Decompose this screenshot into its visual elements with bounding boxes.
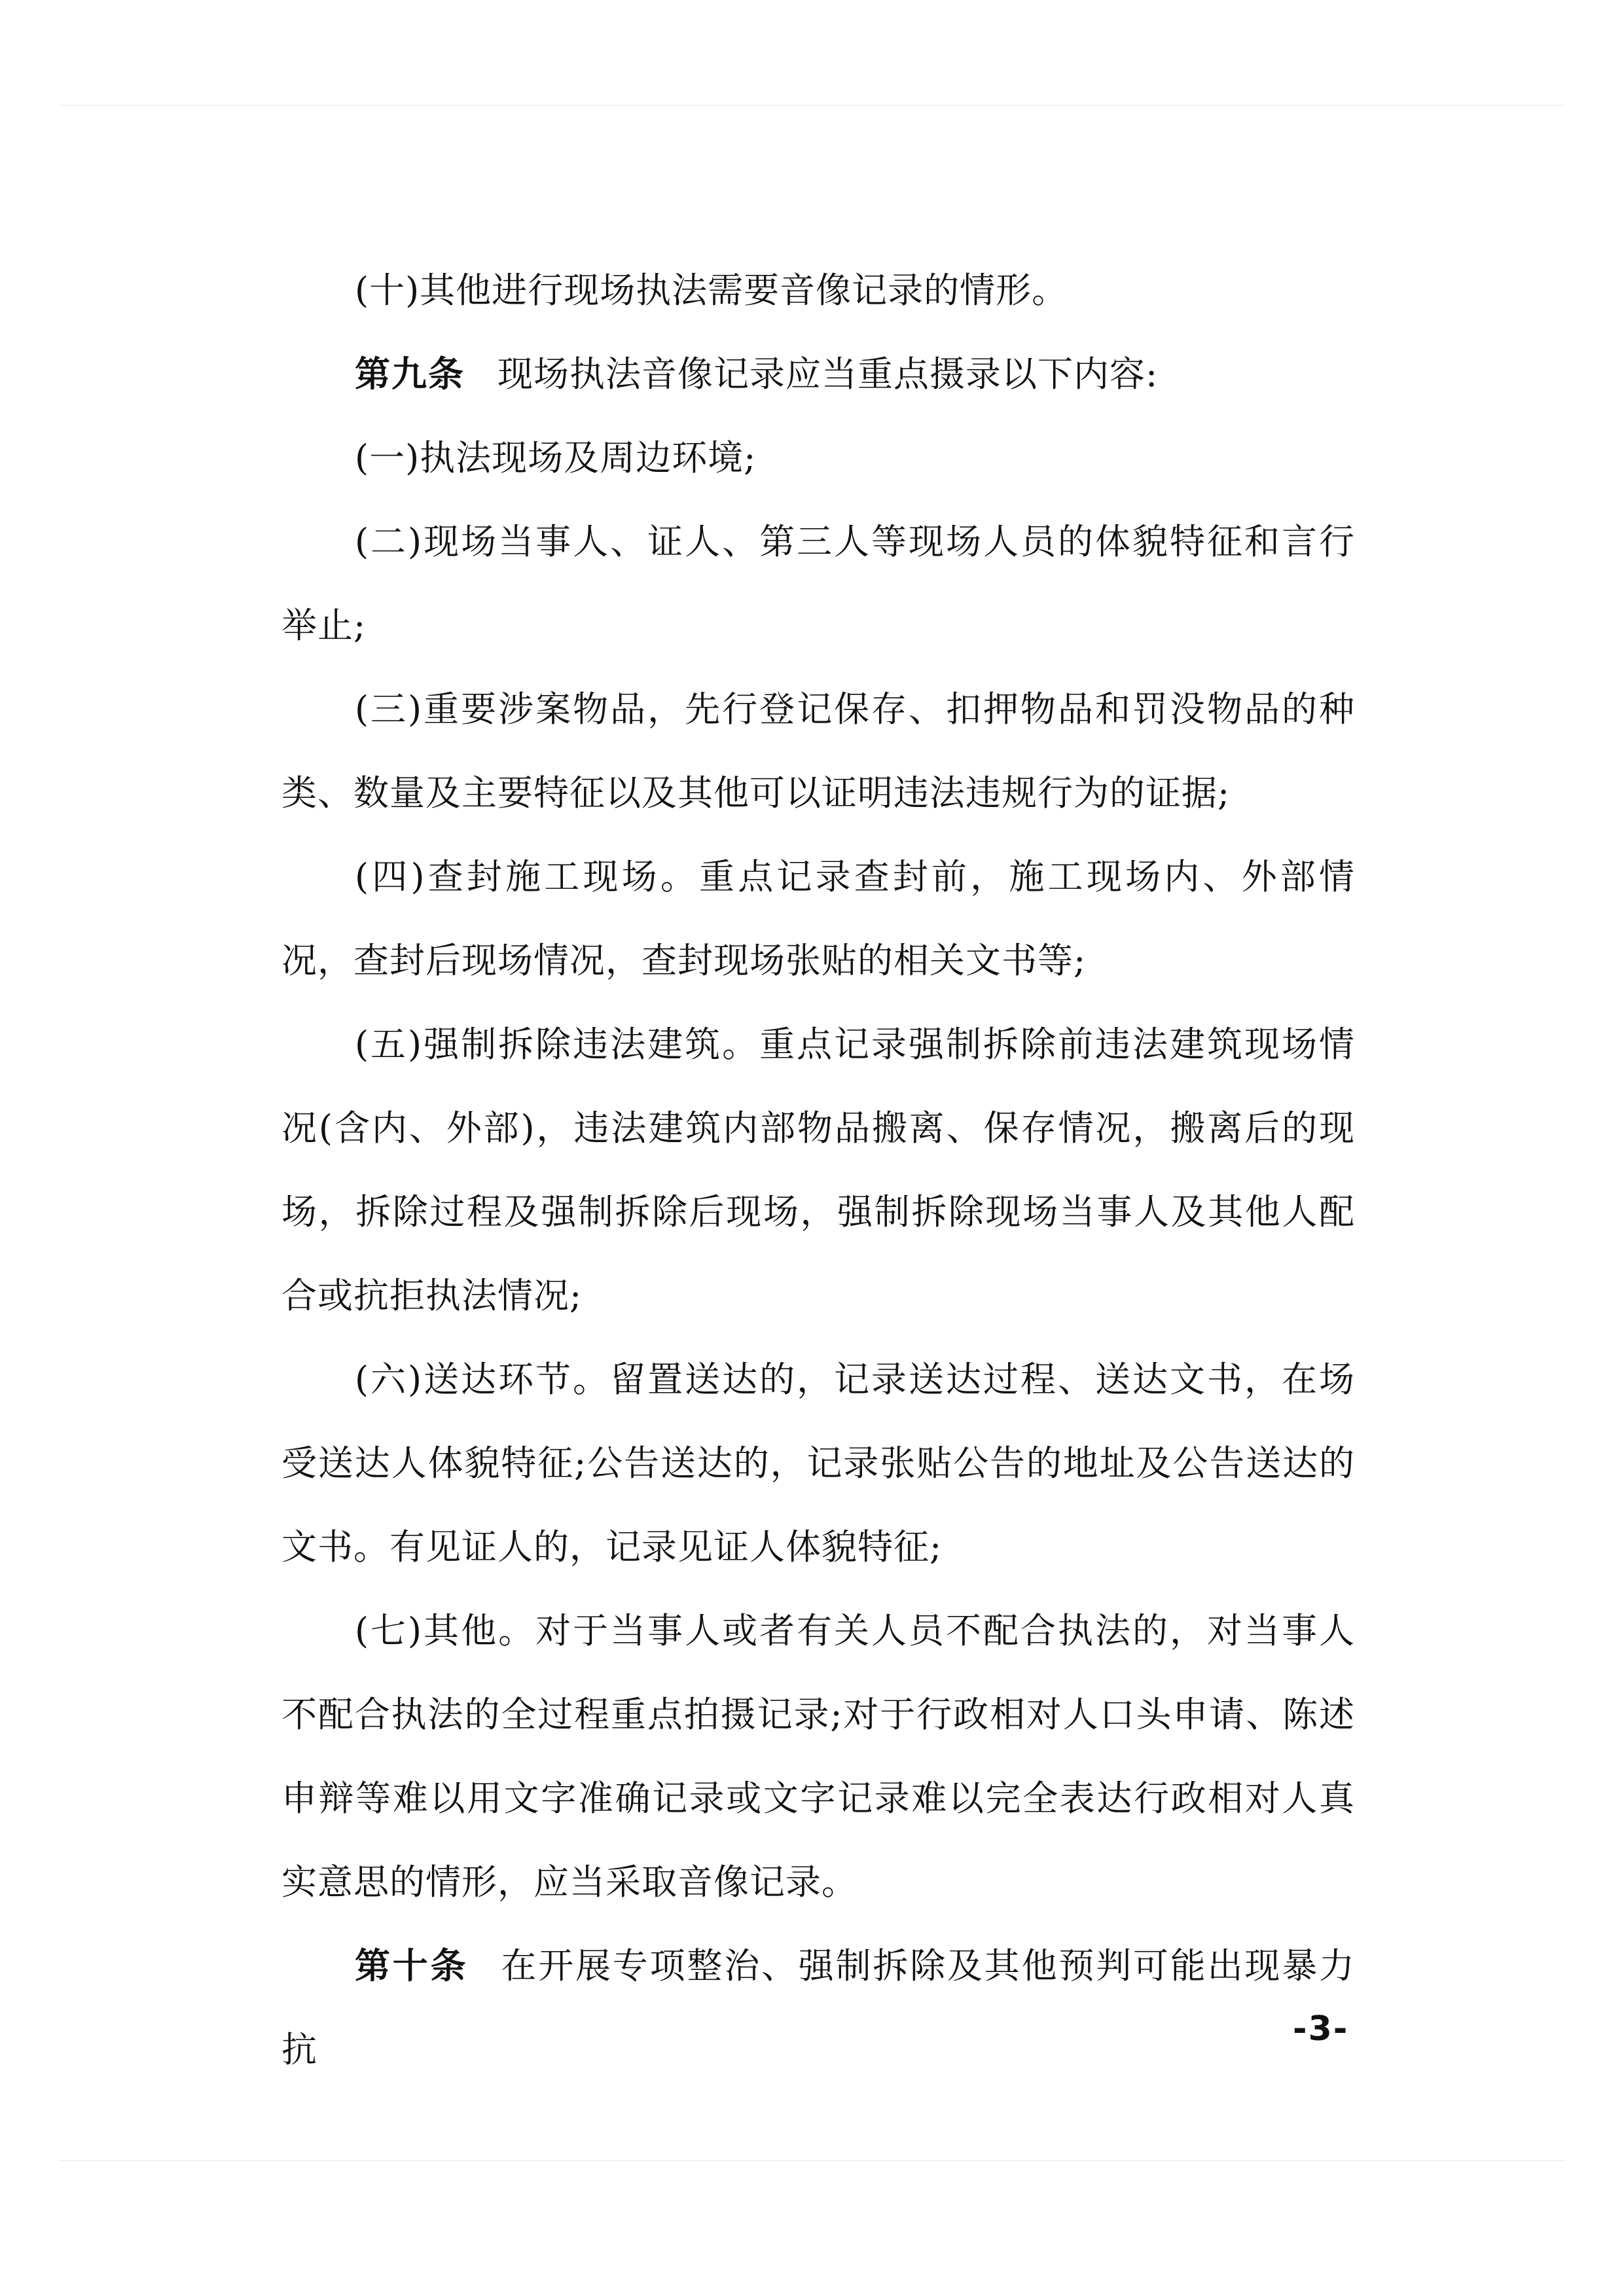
paragraph-article-10 bbox=[281, 1924, 1355, 2092]
paragraph-text: (一)执法现场及周边环境; bbox=[355, 437, 757, 478]
paragraph-article-9-item-6 bbox=[281, 1338, 1355, 1589]
paragraph-article-9-item-2 bbox=[281, 500, 1355, 668]
paragraph-text: (十)其他进行现场执法需要音像记录的情形。 bbox=[355, 270, 1068, 311]
article-heading: 第九条 bbox=[355, 353, 465, 395]
document-body bbox=[281, 249, 1355, 2092]
paragraph-text: (七)其他。对于当事人或者有关人员不配合执法的，对当事人不配合执法的全过程重点拍摄记录;对于行政相对人口头申请、陈述申辩等难以用文字准确记录或文字记录难以完全表达行政相对人真实意思的情形，应当采取音像记录。 bbox=[281, 1610, 1355, 1903]
paragraph-article-9 bbox=[281, 332, 1355, 416]
paragraph-text: (二)现场当事人、证人、第三人等现场人员的体貌特征和言行举止; bbox=[281, 521, 1355, 646]
article-heading: 第十条 bbox=[355, 1945, 469, 1986]
paragraph-text: (五)强制拆除违法建筑。重点记录强制拆除前违法建筑现场情况(含内、外部)，违法建筑内部物品搬离、保存情况，搬离后的现场，拆除过程及强制拆除后现场，强制拆除现场当事人及其他人配合或抗拒执法情况; bbox=[281, 1024, 1355, 1316]
paragraph-text: 在开展专项整治、强制拆除及其他预判可能出现暴力抗 bbox=[281, 1945, 1356, 2070]
paragraph-article-9-item-4 bbox=[281, 835, 1355, 1003]
page-number: -3- bbox=[1293, 2009, 1349, 2049]
paragraph-text: (六)送达环节。留置送达的，记录送达过程、送达文书，在场受送达人体貌特征;公告送达的，记录张贴公告的地址及公告送达的文书。有见证人的，记录见证人体貌特征; bbox=[281, 1359, 1355, 1568]
paragraph-article-9-item-3 bbox=[281, 668, 1355, 835]
paragraph-article-9-item-1 bbox=[281, 416, 1355, 500]
scan-edge-bottom bbox=[59, 2160, 1565, 2161]
paragraph-article-9-item-7 bbox=[281, 1589, 1355, 1924]
paragraph-text: (三)重要涉案物品，先行登记保存、扣押物品和罚没物品的种类、数量及主要特征以及其他可以证明违法违规行为的证据; bbox=[281, 689, 1355, 814]
scan-edge-top bbox=[59, 105, 1565, 106]
paragraph-text: (四)查封施工现场。重点记录查封前，施工现场内、外部情况，查封后现场情况，查封现场张贴的相关文书等; bbox=[281, 856, 1355, 981]
paragraph-text: 现场执法音像记录应当重点摄录以下内容: bbox=[497, 353, 1159, 395]
paragraph-article-9-item-5 bbox=[281, 1003, 1355, 1338]
paragraph-item-10-other bbox=[281, 249, 1355, 332]
